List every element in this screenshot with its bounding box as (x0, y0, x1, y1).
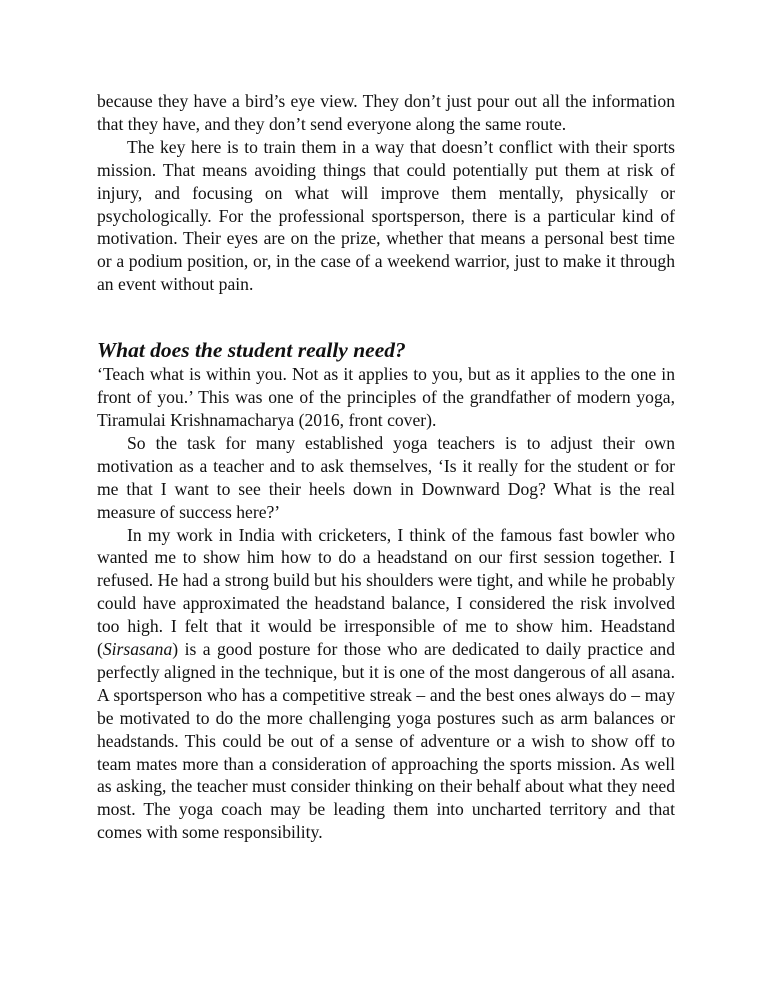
cricket-text-after: ) is a good posture for those who are dedicated to daily practice and perfectly aligned in the technique, but it is one of the most dangerous of all asana. A sportsperson who has a competitive streak – and the best ones always do – may be motivated to do the more challenging yoga postures such as arm balances or headstands. This could be out of a sense of adventure or a wish to show off to team mates more than a consideration of approaching the sports mission. As well as asking, the teacher must consider thinking on their behalf about what they need most. The yoga coach may be leading them into uncharted territory and that comes with some responsibility. (97, 639, 675, 843)
paragraph-teacher-motivation: So the task for many established yoga teachers is to adjust their own motivation as a teacher and to ask themselves, ‘Is it really for the student or for me that I want to see their heels down in Downward Dog? What is the real measure of success here?’ (97, 432, 675, 522)
sirsasana-term: Sirsasana (102, 639, 173, 660)
section-heading: What does the student really need? (97, 338, 406, 363)
page-body (97, 90, 675, 844)
paragraph-continued: because they have a bird’s eye view. They don’t just pour out all the information that they have, and they don’t send everyone along the same route. (97, 91, 675, 134)
paragraph-sports-mission: The key here is to train them in a way that doesn’t conflict with their sports mission. That means avoiding things that could potentially put them at risk of injury, and focusing on what will improve them mentally, physically or psychologically. For the professional sportsperson, there is a particular kind of motivation. Their eyes are on the prize, whether that means a personal best time or a podium position, or, in the case of a weekend warrior, just to make it through an event without pain. (97, 136, 675, 295)
paragraph-quote: ‘Teach what is within you. Not as it applies to you, but as it applies to the one in front of you.’ This was one of the principles of the grandfather of modern yoga, Tiramulai Krishnamacharya (2016, front cover). (97, 364, 675, 430)
paragraph-cricketers (97, 524, 675, 845)
cricket-text-before: In my work in India with cricketers, I think of the famous fast bowler who wanted me to show him how to do a headstand on our first session together. I refused. He had a strong build but his shoulders were tight, and while he probably could have approximated the headstand balance, I considered the risk involved too high. I felt that it would be irresponsible of me to show him. Headstand ( (97, 524, 675, 660)
